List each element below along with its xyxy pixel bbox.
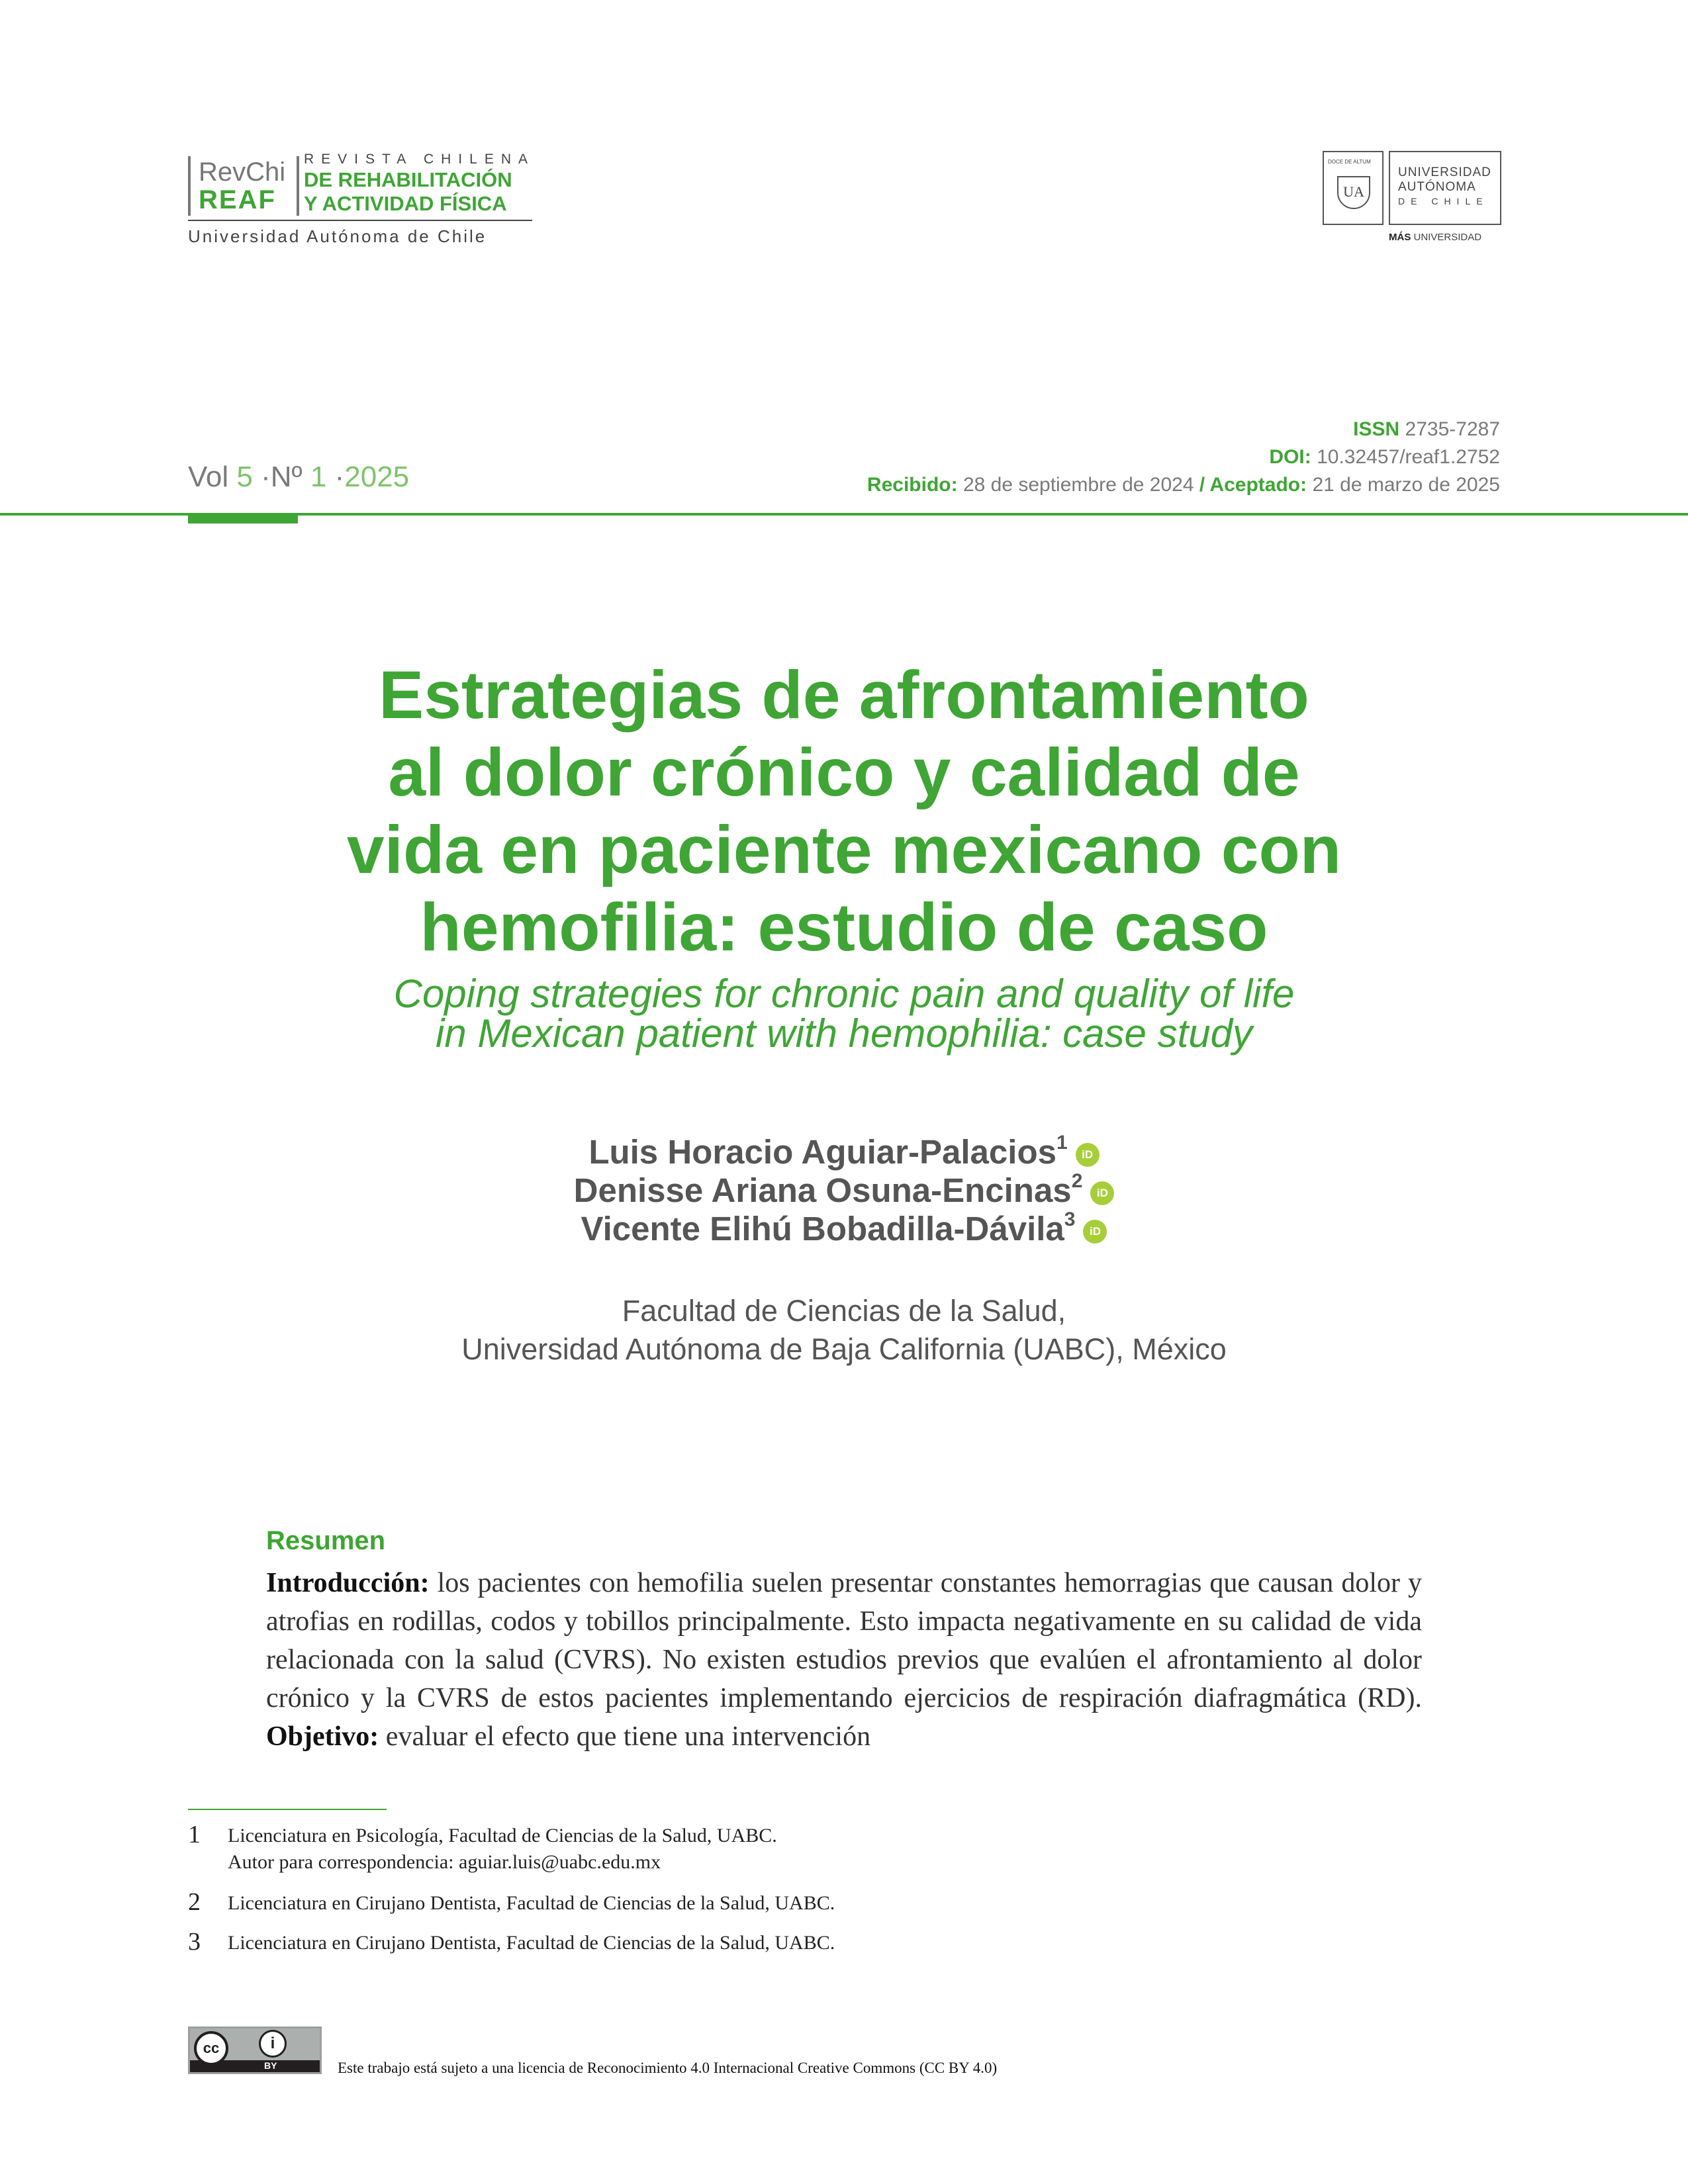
ua-name1: UNIVERSIDAD <box>1398 165 1491 179</box>
logo-line2: DE REHABILITACIÓN <box>304 168 512 191</box>
author <box>225 1133 1463 1171</box>
doi-label: DOI: <box>1269 446 1311 468</box>
footnote-text <box>228 1823 777 1876</box>
cc-by-badge[interactable] <box>188 2026 322 2074</box>
logo-wordmark <box>304 151 542 216</box>
footnote-number: 3 <box>188 1928 201 1956</box>
author-list <box>225 1133 1463 1248</box>
issn-label: ISSN <box>1353 418 1400 440</box>
logo-revchi: RevChi <box>199 158 286 187</box>
footnote-text <box>228 1930 835 1956</box>
footnote-rule <box>188 1809 387 1810</box>
author-sup: 1 <box>1056 1132 1068 1154</box>
author-sup: 2 <box>1071 1170 1083 1192</box>
journal-logo <box>188 151 535 246</box>
footnote-text <box>228 1890 835 1917</box>
title-line: hemofilia: estudio de caso <box>420 889 1268 965</box>
footnote-line: Licenciatura en Cirujano Dentista, Facultad de Ciencias de la Salud, UABC. <box>228 1892 835 1914</box>
english-title-line: Coping strategies for chronic pain and quality of life <box>393 972 1295 1016</box>
cc-icon: cc <box>194 2031 228 2066</box>
author-name: Luis Horacio Aguiar-Palacios <box>588 1133 1056 1171</box>
footnote <box>188 1927 1446 1960</box>
footnote <box>188 1820 1446 1880</box>
doi-value[interactable]: 10.32457/reaf1.2752 <box>1317 446 1500 468</box>
accepted-label: / Aceptado: <box>1199 474 1307 496</box>
vol-number: 5 <box>236 461 253 493</box>
footnote-number: 1 <box>188 1821 201 1848</box>
author-sup: 3 <box>1064 1208 1076 1230</box>
received-date: 28 de septiembre de 2024 <box>962 474 1194 496</box>
university-logo <box>1323 151 1503 244</box>
volume-info <box>188 461 409 494</box>
objective-label: Objetivo: <box>266 1721 379 1752</box>
logo-divider <box>188 220 532 221</box>
vol-label: Vol <box>188 461 229 493</box>
ua-name2: AUTÓNOMA <box>1398 180 1476 194</box>
footnote <box>188 1888 1446 1921</box>
english-title-line: in Mexican patient with hemophilia: case study <box>436 1011 1252 1056</box>
ua-shield-icon <box>1323 151 1383 225</box>
ua-motto: DOCE DE ALTUM <box>1328 159 1371 165</box>
footnote-number: 2 <box>188 1888 201 1916</box>
logo-university: Universidad Autónoma de Chile <box>188 226 487 246</box>
title-line: al dolor crónico y calidad de <box>388 735 1300 810</box>
intro-text: los pacientes con hemofilia suelen presentar constantes hemorragias que causan dolor y atrofias en rodillas, codos y tobillos principalmente. Esto impacta negativamente en su calidad de vida relacionada con la salud (CVRS). No existen estudios previos que evalúen el afrontamiento al dolor crónico y la CVRS de estos pacientes implementando ejercicios de respiración diafragmática (RD). <box>266 1568 1422 1713</box>
english-title <box>225 974 1463 1054</box>
ua-tagline <box>1389 232 1481 243</box>
footnote-line: Licenciatura en Psicología, Facultad de Ciencias de la Salud, UABC. <box>228 1825 777 1846</box>
orcid-icon[interactable]: iD <box>1090 1181 1114 1205</box>
vol-sep-1: · <box>261 461 271 493</box>
affiliation-line2: Universidad Autónoma de Baja California (UABC), México <box>461 1332 1227 1366</box>
logo-line3: Y ACTIVIDAD FÍSICA <box>304 192 507 215</box>
logo-reaf: REAF <box>199 185 276 214</box>
issn-line <box>867 416 1500 443</box>
revchi-reaf-mark <box>188 156 299 216</box>
orcid-icon[interactable]: iD <box>1076 1143 1100 1167</box>
title-line: vida en paciente mexicano con <box>346 812 1342 887</box>
intro-label: Introducción: <box>266 1568 430 1598</box>
objective-text: evaluar el efecto que tiene una intervención <box>379 1721 871 1752</box>
ua-name-box <box>1389 151 1501 225</box>
footnote-line: Licenciatura en Cirujano Dentista, Facultad de Ciencias de la Salud, UABC. <box>228 1932 835 1954</box>
ua-initials: UA <box>1337 176 1370 209</box>
orcid-icon[interactable]: iD <box>1083 1220 1107 1244</box>
ua-name3: DE CHILE <box>1398 196 1489 206</box>
license-text: Este trabajo está sujeto a una licencia de Reconocimiento 4.0 Internacional Creative Commons (CC BY 4.0) <box>338 2060 998 2076</box>
by-label: BY <box>264 2060 277 2071</box>
accepted-date: 21 de marzo de 2025 <box>1312 474 1500 496</box>
footnote-email[interactable]: Autor para correspondencia: aguiar.luis@uabc.edu.mx <box>228 1851 661 1873</box>
author-name: Denisse Ariana Osuna-Encinas <box>573 1171 1072 1209</box>
ua-tag-bold: MÁS <box>1389 232 1411 243</box>
author <box>225 1210 1463 1248</box>
issn-value: 2735-7287 <box>1405 418 1500 440</box>
abstract-heading: Resumen <box>266 1526 386 1555</box>
logo-line1: REVISTA CHILENA <box>304 152 535 167</box>
received-label: Recibido: <box>867 474 958 496</box>
num-label: Nº <box>270 461 303 493</box>
ua-tag-rest: UNIVERSIDAD <box>1413 232 1482 243</box>
header-rule-tab <box>188 513 298 523</box>
person-icon: i <box>259 2030 287 2058</box>
abstract-body <box>266 1564 1422 1756</box>
doi-line <box>867 443 1500 471</box>
dates-line <box>867 471 1500 499</box>
author <box>225 1171 1463 1210</box>
article-meta <box>867 416 1500 499</box>
affiliation-line1: Facultad de Ciencias de la Salud, <box>622 1294 1066 1328</box>
title-line: Estrategias de afrontamiento <box>379 657 1309 733</box>
vol-year: 2025 <box>344 461 410 493</box>
author-name: Vicente Elihú Bobadilla-Dávila <box>581 1210 1064 1248</box>
num-value: 1 <box>310 461 327 493</box>
affiliation <box>225 1292 1463 1369</box>
article-title <box>225 657 1463 966</box>
vol-sep-2: · <box>334 461 345 493</box>
